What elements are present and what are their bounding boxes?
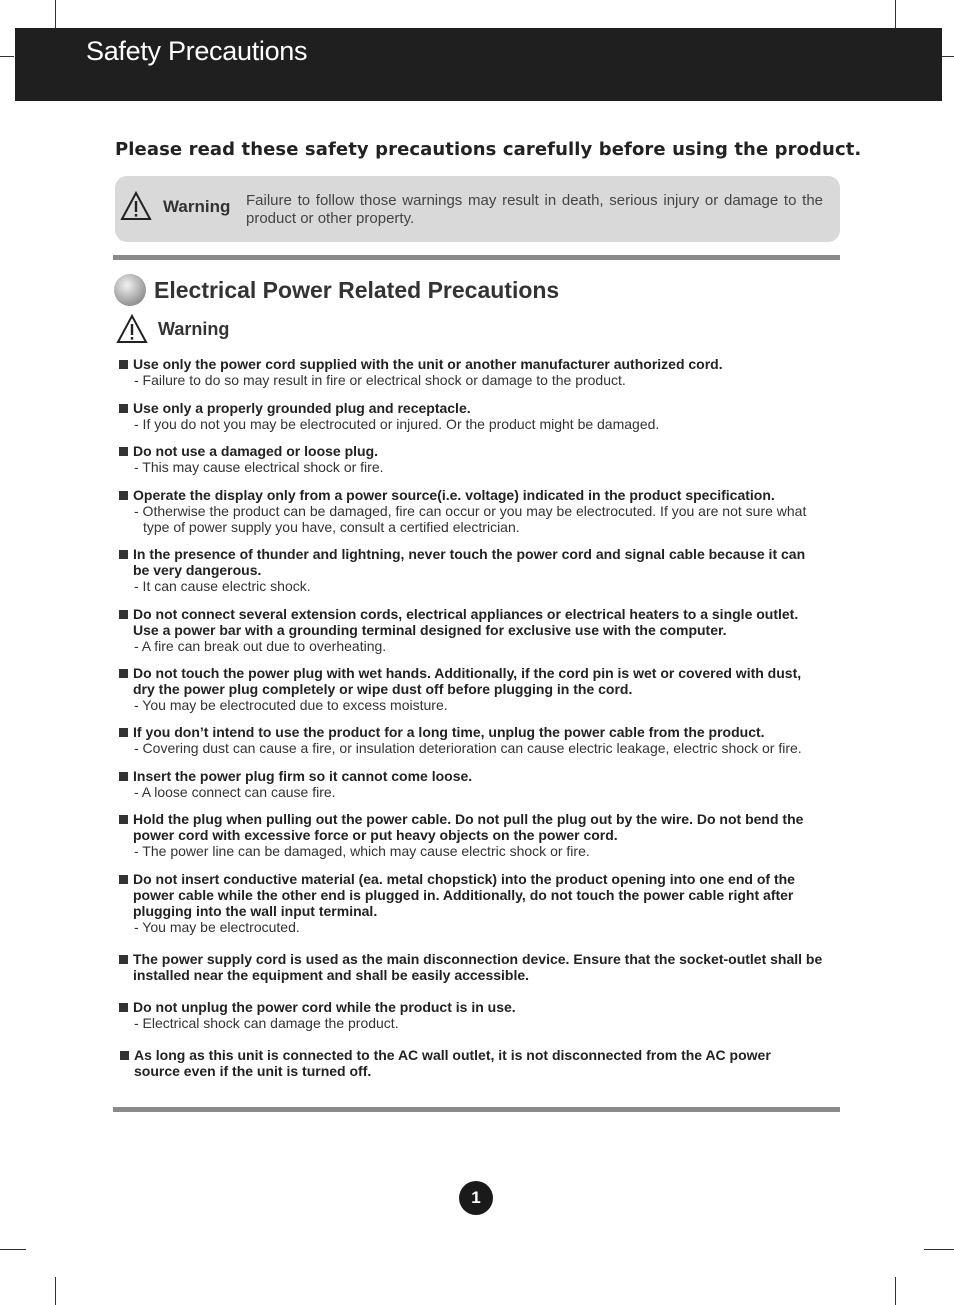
bullet-square-icon [119, 610, 128, 619]
bullet-square-icon [119, 550, 128, 559]
crop-mark [0, 1249, 26, 1250]
item-desc: - It can cause electric shock. [134, 578, 311, 594]
item-desc: - Failure to do so may result in fire or electrical shock or damage to the product. [134, 372, 626, 388]
list-item [119, 724, 824, 756]
crop-mark [942, 56, 954, 57]
bullet-square-icon [119, 447, 128, 456]
warning-box [115, 176, 840, 242]
bullet-square-icon [119, 875, 128, 884]
list-item [119, 443, 824, 475]
item-desc: - You may be electrocuted due to excess moisture. [134, 697, 448, 713]
list-item [119, 400, 824, 432]
intro-text: Please read these safety precautions carefully before using the product. [115, 139, 862, 160]
item-desc: - If you do not you may be electrocuted or injured. Or the product might be damaged. [134, 416, 660, 432]
item-head: The power supply cord is used as the main disconnection device. Ensure that the socket-outlet shall be installed near the equipment and shall be easily accessible. [133, 951, 823, 983]
bullet-square-icon [120, 1051, 129, 1060]
bullet-square-icon [119, 404, 128, 413]
section-title: Electrical Power Related Precautions [154, 277, 560, 303]
divider [113, 255, 840, 260]
warning-triangle-icon [119, 190, 153, 222]
section-bullet-icon [114, 274, 146, 306]
bullet-square-icon [119, 1003, 128, 1012]
crop-mark [895, 1277, 896, 1305]
item-head: Do not touch the power plug with wet hands. Additionally, if the cord pin is wet or covered with dust, dry the power plug completely or wipe dust off before plugging in the cord. [133, 665, 802, 697]
warning-label: Warning [163, 197, 231, 216]
bullet-square-icon [119, 491, 128, 500]
item-head: Insert the power plug firm so it cannot come loose. [133, 768, 473, 784]
list-item [119, 768, 824, 800]
list-item [119, 487, 824, 535]
list-item [119, 665, 824, 713]
crop-mark [924, 1249, 954, 1250]
sub-warning-label: Warning [158, 319, 230, 339]
bullet-square-icon [119, 360, 128, 369]
item-head: As long as this unit is connected to the AC wall outlet, it is not disconnected from the AC power source even if the unit is turned off. [134, 1047, 771, 1079]
bullet-square-icon [119, 815, 128, 824]
item-head: Do not insert conductive material (ea. metal chopstick) into the product opening into one end of the power cable while the other end is plugged in. Additionally, do not touch the power cable right after plugging into the wall input terminal. [133, 871, 795, 919]
item-head: Operate the display only from a power source(i.e. voltage) indicated in the product specification. [133, 487, 775, 503]
item-head: Hold the plug when pulling out the power cable. Do not pull the plug out by the wire. Do not bend the power cord with excessive force or put heavy objects on the power cord. [133, 811, 804, 843]
bullet-square-icon [119, 772, 128, 781]
list-item [119, 871, 824, 935]
item-desc: - A fire can break out due to overheating. [134, 638, 387, 654]
item-head: Use only a properly grounded plug and receptacle. [133, 400, 471, 416]
warning-triangle-icon [115, 313, 149, 345]
item-head: If you don’t intend to use the product for a long time, unplug the power cable from the product. [133, 724, 765, 740]
list-item [120, 1047, 810, 1079]
crop-mark [895, 0, 896, 28]
item-head: Use only the power cord supplied with the unit or another manufacturer authorized cord. [133, 356, 723, 372]
bullet-square-icon [119, 728, 128, 737]
page-number: 1 [459, 1181, 493, 1215]
list-item [119, 356, 824, 388]
item-desc: - Otherwise the product can be damaged, fire can occur or you may be electrocuted. If you are not sure what [134, 503, 807, 519]
divider [113, 1107, 840, 1112]
item-desc: - Covering dust can cause a fire, or insulation deterioration can cause electric leakage, electric shock or fire. [134, 740, 802, 756]
item-desc: - You may be electrocuted. [134, 919, 300, 935]
crop-mark [55, 0, 56, 28]
page-title: Safety Precautions [86, 36, 308, 66]
item-head: Do not unplug the power cord while the product is in use. [133, 999, 516, 1015]
list-item [119, 951, 824, 983]
crop-mark [0, 56, 14, 57]
list-item [119, 999, 824, 1031]
item-desc: - A loose connect can cause fire. [134, 784, 336, 800]
item-desc: - The power line can be damaged, which may cause electric shock or fire. [134, 843, 590, 859]
bullet-square-icon [119, 955, 128, 964]
warning-text: Failure to follow those warnings may result in death, serious injury or damage to the product or other property. [246, 192, 823, 227]
item-head: Do not use a damaged or loose plug. [133, 443, 379, 459]
item-desc-continued: type of power supply you have, consult a certified electrician. [143, 519, 520, 535]
bullet-square-icon [119, 669, 128, 678]
item-desc: - Electrical shock can damage the product. [134, 1015, 399, 1031]
list-item [119, 546, 824, 594]
item-head: Do not connect several extension cords, electrical appliances or electrical heaters to a single outlet. Use a power bar with a grounding terminal designed for exclusive use with the computer. [133, 606, 799, 638]
list-item [119, 811, 824, 859]
list-item [119, 606, 824, 654]
item-desc: - This may cause electrical shock or fire. [134, 459, 384, 475]
item-head: In the presence of thunder and lightning, never touch the power cord and signal cable because it can be very dangerous. [133, 546, 806, 578]
crop-mark [55, 1277, 56, 1305]
